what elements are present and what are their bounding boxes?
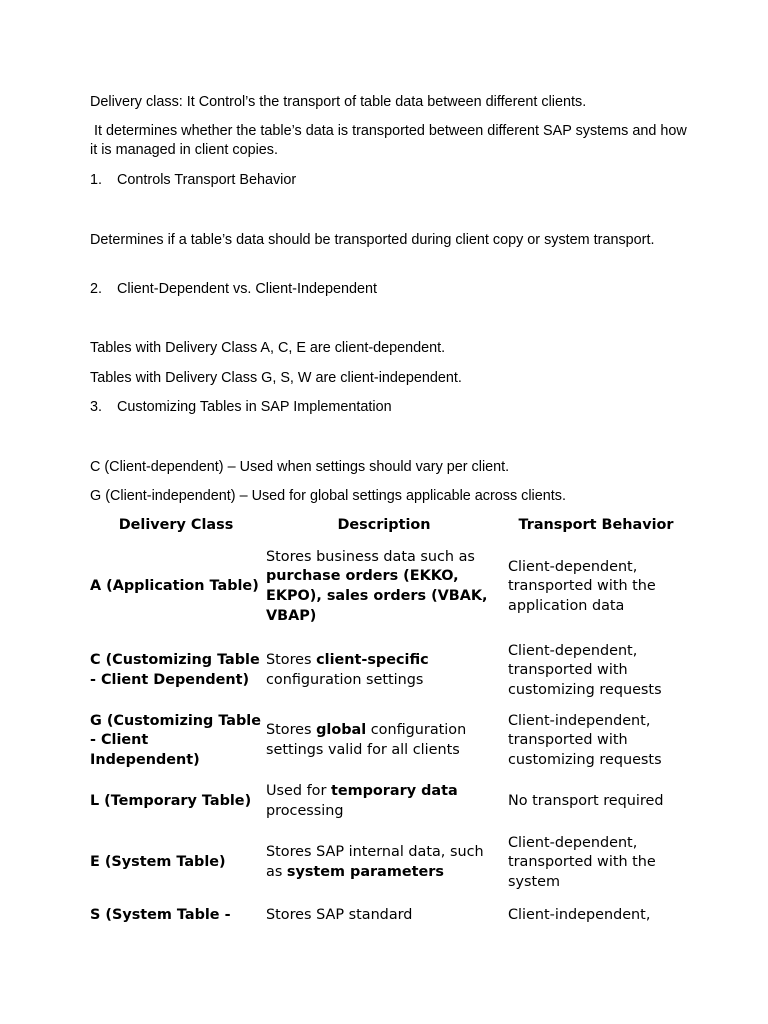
desc-bold: purchase orders (EKKO, EKPO), sales orders (VBAK, VBAP) [266, 568, 488, 624]
cell-delivery-class: C (Customizing Table - Client Dependent) [90, 652, 260, 688]
desc-text: Stores SAP standard [266, 907, 413, 923]
paragraph-client-dependent-classes: Tables with Delivery Class A, C, E are client-dependent. [90, 340, 446, 356]
cell-delivery-class: A (Application Table) [90, 578, 259, 595]
cell-transport-behavior: No transport required [508, 793, 664, 810]
cell-transport-behavior: Client-independent, [508, 907, 651, 923]
desc-text-post: configuration settings [266, 672, 424, 688]
paragraph-delivery-class-intro: Delivery class: It Control’s the transport of table data between different clients. [90, 94, 587, 110]
cell-delivery-class: G (Customizing Table - Client Independent) [90, 712, 261, 768]
cell-description [264, 776, 504, 828]
table-row [88, 828, 686, 898]
desc-text: Used for [266, 783, 331, 800]
cell-transport-behavior: Client-dependent, transported with the system [508, 834, 656, 890]
desc-bold: client-specific [316, 652, 429, 669]
cell-delivery-class: E (System Table) [90, 854, 226, 871]
list-number-1: 1. [90, 172, 103, 188]
header-transport-behavior: Transport Behavior [518, 517, 674, 534]
desc-text: Stores business data such as [266, 548, 475, 565]
cell-delivery-class: S (System Table - [90, 907, 231, 923]
paragraph-g-client-independent: G (Client-independent) – Used for global settings applicable across clients. [90, 488, 566, 504]
desc-text-post: processing [266, 803, 344, 819]
paragraph-transport-determination: Determines if a table’s data should be transported during client copy or system transport. [90, 232, 655, 248]
paragraph-client-independent-classes: Tables with Delivery Class G, S, W are client-independent. [90, 370, 462, 386]
table-row [88, 898, 686, 940]
list-number-2: 2. [90, 281, 103, 297]
cell-delivery-class: L (Temporary Table) [90, 793, 252, 810]
cell-description [264, 538, 504, 636]
table-header-row [88, 514, 686, 538]
cell-description [264, 636, 504, 706]
desc-text: Stores [266, 722, 317, 739]
header-delivery-class: Delivery Class [118, 517, 234, 534]
desc-text: Stores [266, 652, 317, 669]
cell-transport-behavior: Client-dependent, transported with customizing requests [508, 642, 662, 698]
list-item-client-dependent-vs-independent: Client-Dependent vs. Client-Independent [117, 281, 377, 297]
delivery-class-table [88, 514, 686, 940]
paragraph-c-client-dependent: C (Client-dependent) – Used when settings should vary per client. [90, 459, 510, 475]
cell-transport-behavior: Client-independent, transported with customizing requests [508, 712, 662, 768]
table-row [88, 706, 686, 776]
cell-description [264, 828, 504, 898]
desc-bold: system parameters [286, 864, 444, 880]
list-number-3: 3. [90, 399, 103, 415]
cell-transport-behavior: Client-dependent, transported with the application data [508, 558, 656, 614]
desc-bold: temporary data [330, 783, 458, 800]
paragraph-determines: It determines whether the table’s data is transported between different SAP systems and how it is managed in client copies. [90, 123, 691, 158]
desc-text: Stores SAP internal data, such as [266, 844, 484, 880]
list-item-controls-transport: Controls Transport Behavior [117, 172, 297, 188]
desc-text-post: configuration settings valid for all clients [266, 722, 467, 758]
cell-description [264, 898, 504, 940]
table-row [88, 636, 686, 706]
desc-bold: global [316, 722, 367, 739]
header-description: Description [337, 517, 431, 534]
table-row [88, 776, 686, 828]
table-row [88, 538, 686, 636]
list-item-customizing-tables: Customizing Tables in SAP Implementation [117, 399, 392, 415]
cell-description [264, 706, 504, 776]
